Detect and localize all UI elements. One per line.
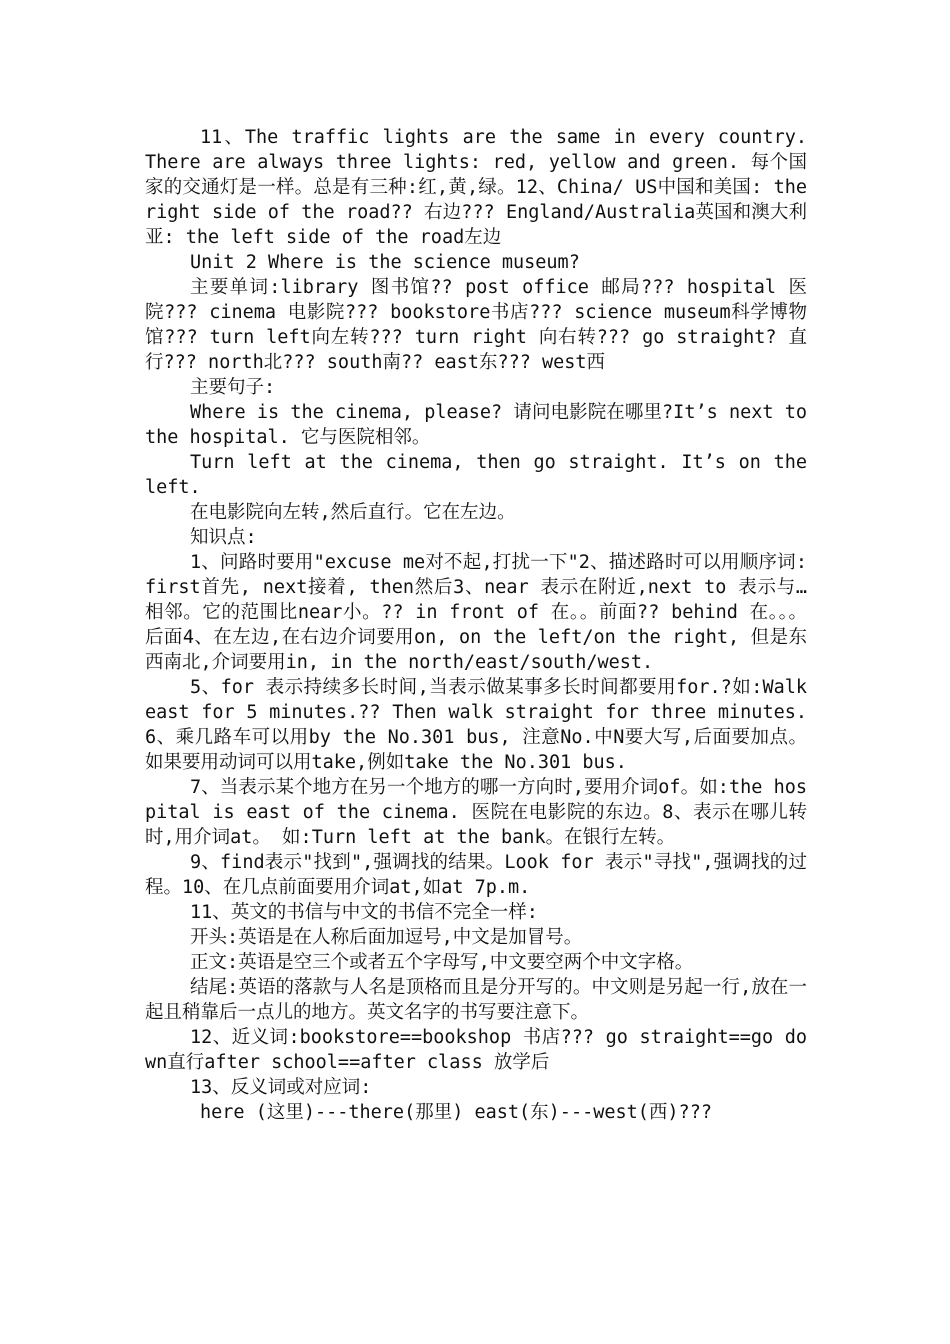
paragraph-synonyms: 12、近义词:bookstore==bookshop 书店??? go straight==go down直行after school==after class 放学后: [145, 1027, 807, 1073]
document-body: [145, 125, 807, 1125]
paragraph-antonyms: here (这里)---there(那里) east(东)---west(西)???: [200, 1102, 712, 1123]
paragraph-sentence-2: Turn left at the cinema, then go straight. It’s on the left.: [145, 452, 807, 498]
section-label-sentences: 主要句子:: [190, 377, 276, 398]
unit-heading: Unit 2 Where is the science museum?: [190, 252, 580, 273]
paragraph-main-words: 主要单词:library 图书馆?? post office 邮局??? hospital 医院??? cinema 电影院??? bookstore书店??? science museum科学博物馆??? turn left向左转??? turn right 向右转??? go straight? 直行??? north北??? south南?? east东??? west西: [145, 277, 807, 373]
paragraph-antonyms-label: 13、反义词或对应词:: [190, 1077, 372, 1098]
paragraph-knowledge-7-8: 7、当表示某个地方在另一个地方的哪一方向时,要用介词of。如:the hospital is east of the cinema. 医院在电影院的东边。8、表示在哪儿转时,用介词at。 如:Turn left at the bank。在银行左转。: [145, 777, 807, 848]
paragraph-knowledge-1-4: 1、问路时要用"excuse me对不起,打扰一下"2、描述路时可以用顺序词: first首先, next接着, then然后3、near 表示在附近,next to 表示与…相邻。它的范围比near小。?? in front of 在。。前面?? behind 在。。。后面4、在左边,在右边介词要用on, on the left/on the right, 但是东西南北,介词要用in, in the north/east/south/west.: [145, 552, 807, 673]
paragraph-knowledge-9-10: 9、find表示"找到",强调找的结果。Look for 表示"寻找",强调找的过程。10、在几点前面要用介词at,如at 7p.m.: [145, 852, 807, 898]
paragraph-letter-body: 正文:英语是空三个或者五个字母写,中文要空两个中文字格。: [190, 952, 694, 973]
paragraph-knowledge-5-6: 5、for 表示持续多长时间,当表示做某事多长时间都要用for.?如:Walk east for 5 minutes.?? Then walk straight for three minutes.6、乘几路车可以用by the No.301 bus, 注意No.中N要大写,后面要加点。如果要用动词可以用take,例如take the No.301 bus.: [145, 677, 807, 773]
paragraph-sentence-2-translation: 在电影院向左转,然后直行。它在左边。: [190, 502, 516, 523]
paragraph-traffic-lights: 11、The traffic lights are the same in every country. There are always three lights: red, yellow and green. 每个国家的交通灯是一样。总是有三种:红,黄,绿。12、China/ US中国和美国: the right side of the road?? 右边??? England/Australia英国和澳大利亚: the left side of the road左边: [145, 127, 807, 248]
section-label-knowledge: 知识点:: [190, 527, 257, 548]
paragraph-letter-ending: 结尾:英语的落款与人名是顶格而且是分开写的。中文则是另起一行,放在一起且稍靠后一点儿的地方。英文名字的书写要注意下。: [145, 977, 807, 1023]
paragraph-sentence-1: Where is the cinema, please? 请问电影院在哪里?It’s next to the hospital. 它与医院相邻。: [145, 402, 807, 448]
paragraph-letter-opening: 开头:英语是在人称后面加逗号,中文是加冒号。: [190, 927, 583, 948]
paragraph-knowledge-11: 11、英文的书信与中文的书信不完全一样:: [190, 902, 538, 923]
